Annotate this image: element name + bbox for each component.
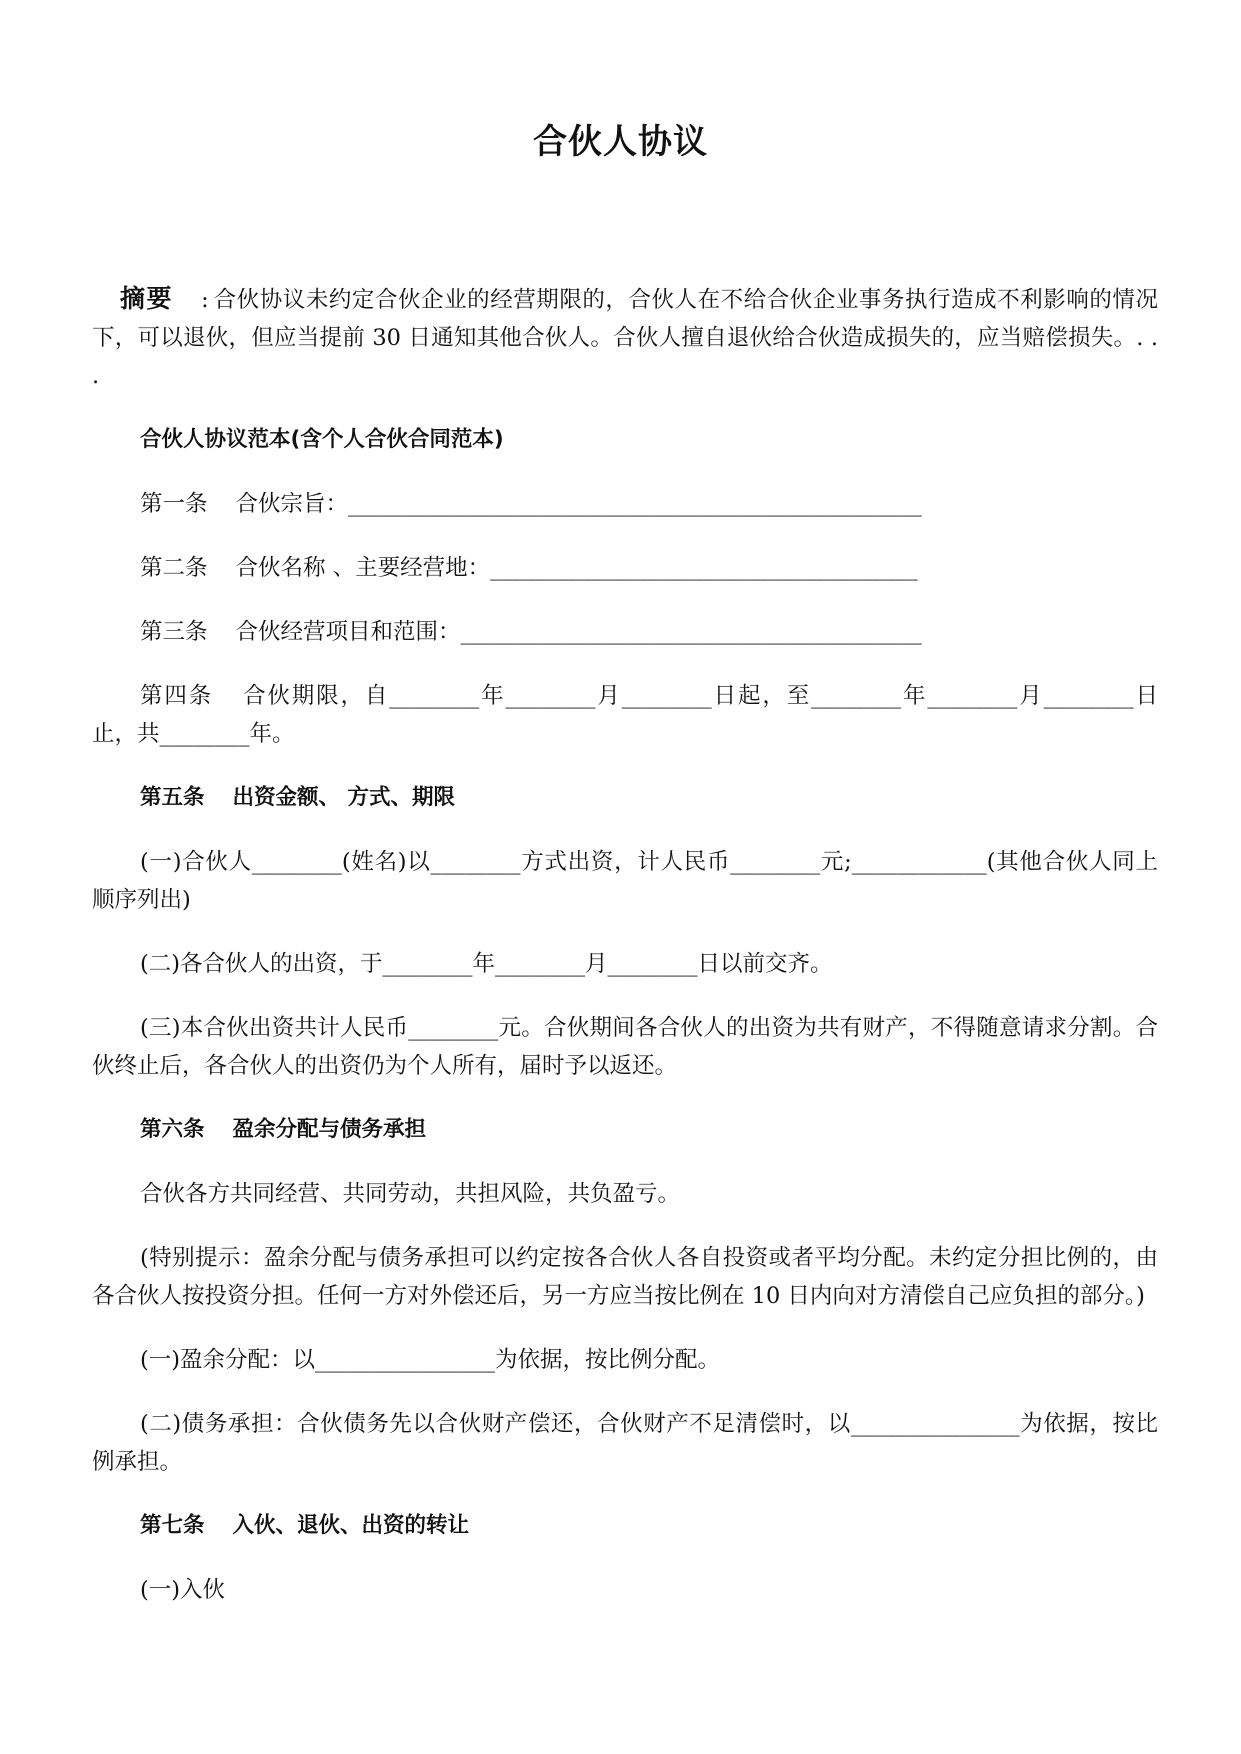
article-6-clause-2: (二)债务承担：合伙债务先以合伙财产偿还，合伙财产不足清偿时，以_______________为依据，按比例承担。 <box>92 1411 1158 1475</box>
abstract-colon: : <box>201 287 209 313</box>
article-5-number: 第五条 <box>140 785 205 810</box>
article-6-note: (特别提示：盈余分配与债务承担可以约定按各合伙人各自投资或者平均分配。未约定分担比例的，由各合伙人按投资分担。任何一方对外偿还后，另一方应当按比例在 10 日内向对方清偿自己应负担的部分。) <box>92 1245 1158 1309</box>
article-4-text: 合伙期限，自________年________月________日起，至________年________月________日止，共________年。 <box>92 683 1158 747</box>
article-5-clause-3: (三)本合伙出资共计人民币________元。合伙期间各合伙人的出资为共有财产，不得随意请求分割。合伙终止后，各合伙人的出资仍为个人所有，届时予以返还。 <box>92 1015 1158 1079</box>
abstract-label: 摘要 <box>120 284 174 313</box>
document-title: 合伙人协议 <box>533 122 708 162</box>
article-7-heading <box>92 1507 1158 1545</box>
article-3-text: 合伙经营项目和范围：_________________________________________ <box>235 619 922 645</box>
article-4-number: 第四条 <box>140 683 214 709</box>
article-2 <box>92 549 1158 587</box>
abstract-text: 合伙协议未约定合伙企业的经营期限的，合伙人在不给合伙企业事务执行造成不利影响的情况下，可以退伙，但应当提前 30 日通知其他合伙人。合伙人擅自退伙给合伙造成损失的，应当赔偿损失。. . . <box>92 287 1158 389</box>
article-3 <box>92 613 1158 651</box>
document-subtitle: 合伙人协议范本(含个人合伙合同范本) <box>140 427 504 452</box>
article-6-clause-1: (一)盈余分配：以________________为依据，按比例分配。 <box>140 1347 721 1373</box>
article-4 <box>92 677 1158 753</box>
article-2-number: 第二条 <box>140 555 208 581</box>
article-5-title: 出资金额、 方式、期限 <box>232 785 456 810</box>
abstract-paragraph <box>92 280 1158 395</box>
article-5-clause-2: (二)各合伙人的出资，于________年________月________日以前交齐。 <box>140 951 833 977</box>
article-2-text: 合伙名称 、主要经营地：______________________________________ <box>235 555 918 581</box>
article-5-heading <box>92 779 1158 817</box>
article-5-clause-1: (一)合伙人________(姓名)以________方式出资，计人民币________元;____________(其他合伙人同上顺序列出) <box>92 849 1158 913</box>
article-1-number: 第一条 <box>140 491 208 517</box>
article-1-text: 合伙宗旨：___________________________________________________ <box>235 491 922 517</box>
article-6-heading <box>92 1111 1158 1149</box>
document-body <box>92 280 1158 1609</box>
article-7-number: 第七条 <box>140 1513 205 1538</box>
article-3-number: 第三条 <box>140 619 208 645</box>
article-6-number: 第六条 <box>140 1117 205 1142</box>
article-6-title: 盈余分配与债务承担 <box>232 1117 427 1142</box>
article-7-title: 入伙、退伙、出资的转让 <box>232 1513 470 1538</box>
article-1 <box>92 485 1158 523</box>
article-7-clause-1: (一)入伙 <box>140 1577 226 1603</box>
article-6-intro: 合伙各方共同经营、共同劳动，共担风险，共负盈亏。 <box>140 1181 681 1207</box>
